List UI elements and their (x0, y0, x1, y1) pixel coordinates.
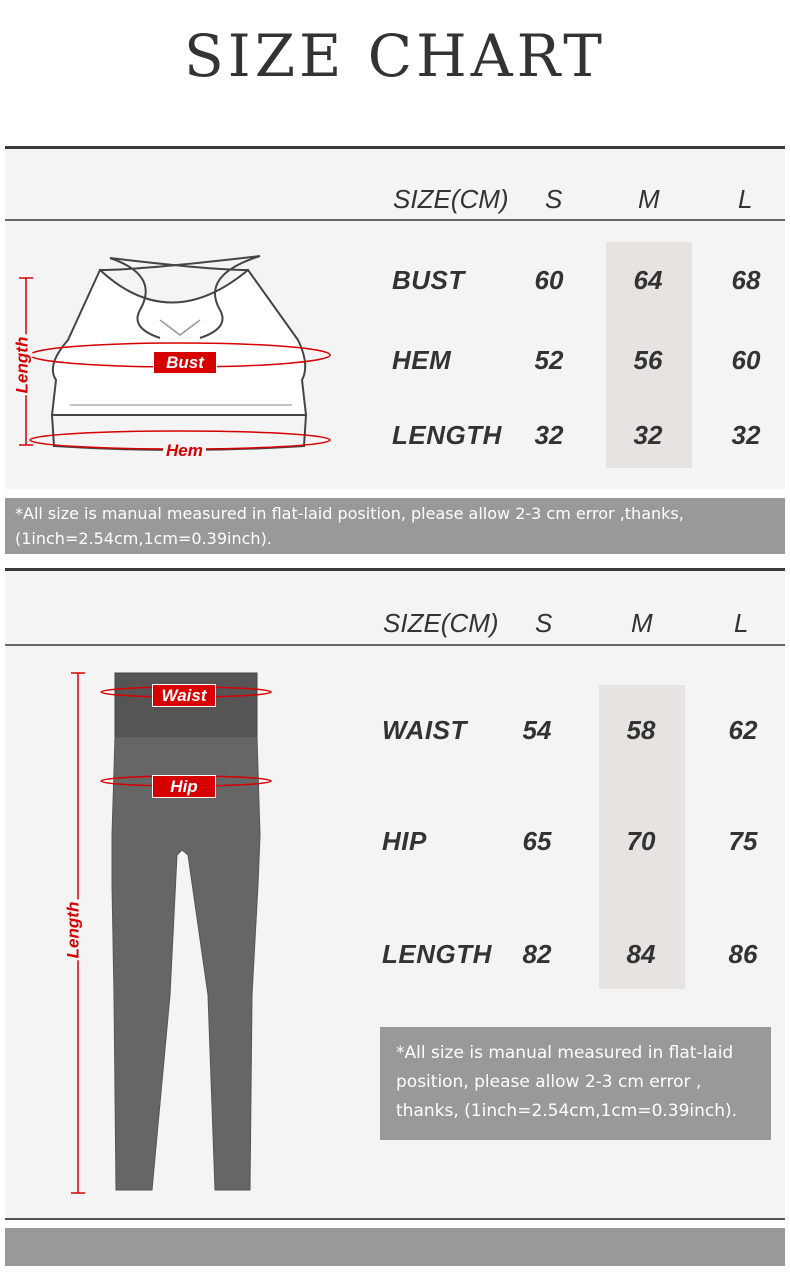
length-label: Length (12, 336, 32, 394)
bottom-row-label: WAIST (382, 715, 467, 745)
top-header-m: M (638, 184, 660, 214)
top-cell-m: 32 (633, 420, 663, 450)
bottom-cell-l: 86 (728, 939, 758, 969)
top-row-label: HEM (392, 345, 452, 375)
bottom-cell-s: 54 (522, 715, 552, 745)
top-note-line: (1inch=2.54cm,1cm=0.39inch). (15, 529, 272, 548)
footer-bar (5, 1228, 785, 1266)
leggings-length-label: Length (63, 901, 83, 959)
bust-tag: Bust (153, 351, 217, 374)
bottom-cell-m: 58 (626, 715, 656, 745)
top-cell-s: 32 (534, 420, 564, 450)
bottom-cell-m: 70 (626, 826, 656, 856)
bottom-note-line: position, please allow 2-3 cm error , (396, 1072, 702, 1092)
top-row-label: LENGTH (392, 420, 502, 450)
top-cell-l: 68 (731, 265, 761, 295)
leggings-diagram (60, 665, 280, 1200)
bottom-header-m: M (631, 608, 653, 638)
bottom-cell-l: 62 (728, 715, 758, 745)
top-header-l: L (738, 184, 753, 214)
page-title: SIZE CHART (184, 22, 606, 90)
bottom-row-label: HIP (382, 826, 427, 856)
top-cell-m: 64 (633, 265, 663, 295)
bottom-cell-m: 84 (626, 939, 656, 969)
top-cell-m: 56 (633, 345, 663, 375)
bottom-note-line: thanks, (1inch=2.54cm,1cm=0.39inch). (396, 1101, 738, 1121)
bottom-cell-l: 75 (728, 826, 758, 856)
footer-divider (5, 1218, 785, 1220)
bottom-cell-s: 82 (522, 939, 552, 969)
top-cell-s: 60 (534, 265, 564, 295)
hem-label: Hem (163, 441, 206, 461)
leggings-body (112, 737, 260, 1190)
top-header-size: SIZE(CM) (393, 184, 509, 214)
bottom-header-l: L (734, 608, 749, 638)
bottom-header-s: S (535, 608, 553, 638)
bottom-cell-s: 65 (522, 826, 552, 856)
top-note (5, 498, 785, 554)
bottom-row-label: LENGTH (382, 939, 492, 969)
bottom-header-size: SIZE(CM) (383, 608, 499, 638)
hip-tag: Hip (152, 775, 216, 798)
top-row-label: BUST (392, 265, 465, 295)
bottom-note-line: *All size is manual measured in flat-laid (396, 1043, 734, 1063)
top-cell-l: 60 (731, 345, 761, 375)
bottom-note (380, 1027, 771, 1140)
top-cell-s: 52 (534, 345, 564, 375)
top-note-line: *All size is manual measured in flat-laid position, please allow 2-3 cm error ,thanks, (15, 504, 684, 523)
waist-tag: Waist (152, 684, 216, 707)
top-cell-l: 32 (731, 420, 761, 450)
top-header-s: S (545, 184, 563, 214)
